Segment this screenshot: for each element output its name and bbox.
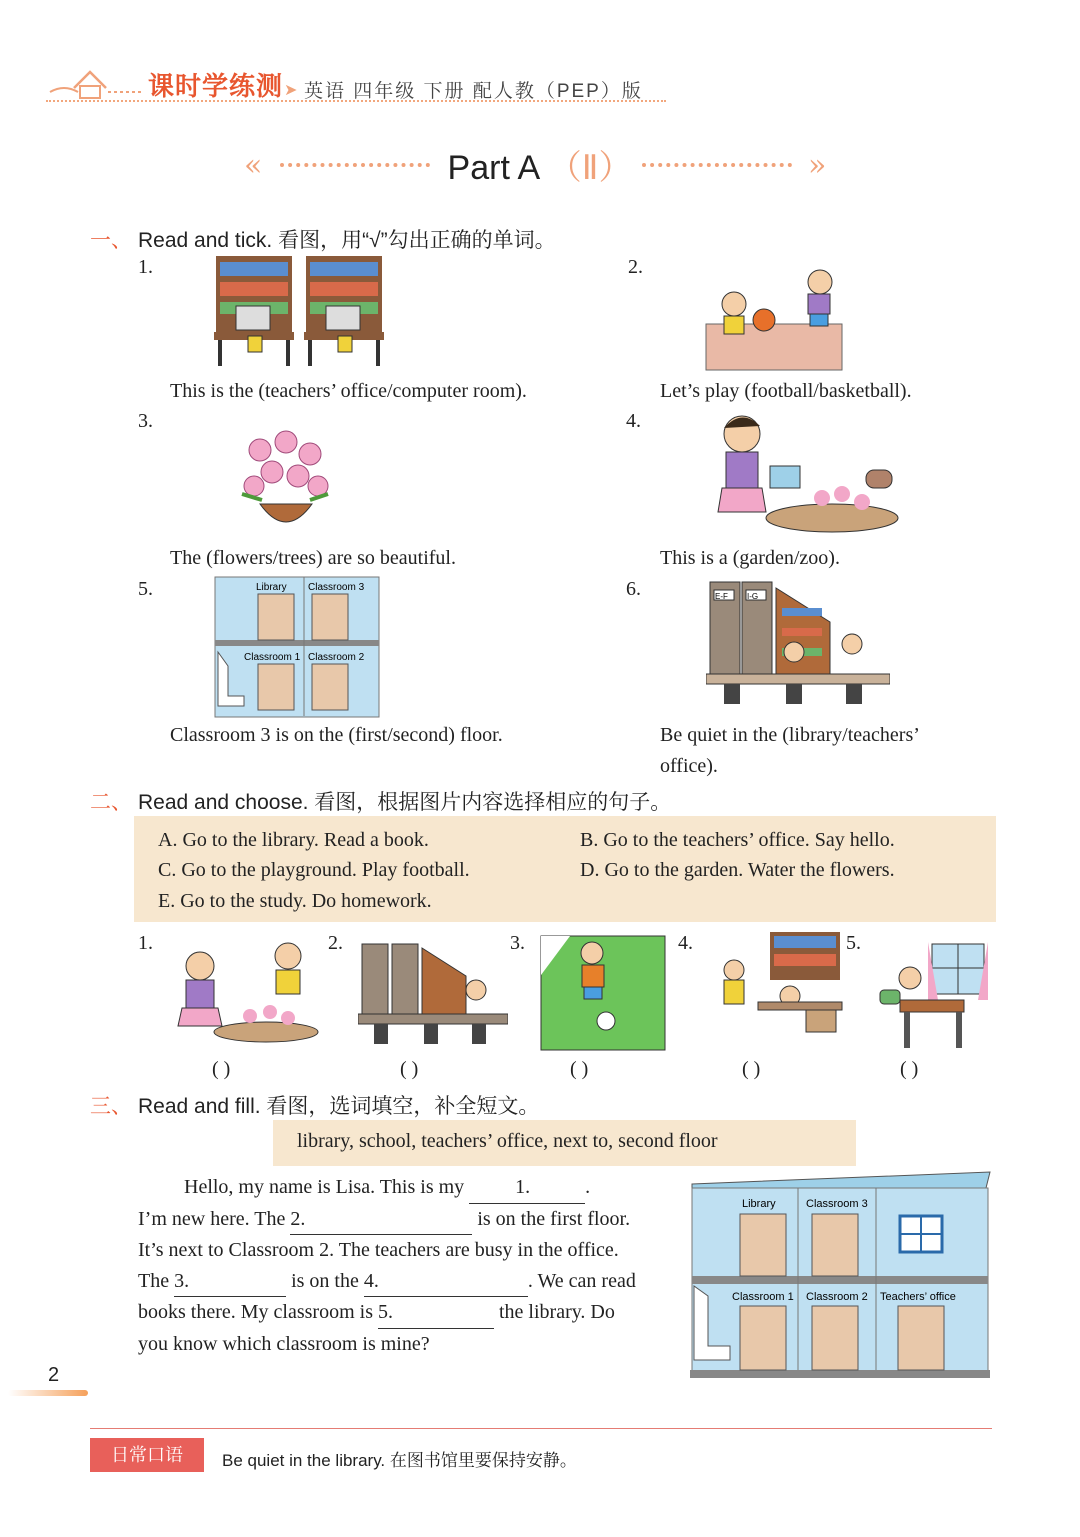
answer-paren[interactable]: ( ) [570, 1058, 589, 1080]
section2-number: 二、 [90, 791, 132, 814]
s1-item-number: 3. [138, 410, 153, 432]
teachers-office-illustration [706, 930, 846, 1034]
label-classroom3: Classroom 3 [308, 582, 365, 593]
page-number: 2 [48, 1364, 60, 1386]
brand-title: 课时学练测 [148, 71, 284, 101]
option-d: D. Go to the garden. Water the flowers. [580, 859, 895, 881]
word-bank [273, 1120, 856, 1166]
passage [138, 1172, 681, 1359]
label-classroom1: Classroom 1 [732, 1291, 794, 1303]
s1-sentence-3: The (flowers/trees) are so beautiful. [170, 547, 456, 569]
passage-line [138, 1297, 681, 1329]
option-a: A. Go to the library. Read a book. [158, 829, 429, 851]
passage-text: . [585, 1176, 591, 1198]
blank-number: 5. [377, 1301, 393, 1323]
option-c: C. Go to the playground. Play football. [158, 859, 470, 881]
passage-text: . We can read [527, 1269, 636, 1292]
blank-2[interactable] [290, 1204, 472, 1236]
library-illustration [706, 578, 890, 716]
blank-4[interactable] [364, 1266, 528, 1298]
section3-heading [90, 1090, 539, 1120]
school-building-diagram [690, 1170, 992, 1382]
passage-text: is on the first floor. [472, 1207, 631, 1230]
label-teachers-office: Teachers’ office [880, 1291, 956, 1303]
shelf-label-ef: E-F [715, 592, 728, 601]
answer-paren[interactable]: ( ) [400, 1058, 419, 1080]
blank-1[interactable] [469, 1172, 585, 1204]
section3-number: 三、 [90, 1095, 132, 1118]
s1-item-number: 1. [138, 256, 153, 278]
s2-item-number: 5. [846, 932, 861, 954]
basketball-kids-illustration [700, 262, 850, 372]
option-b: B. Go to the teachers’ office. Say hello. [580, 829, 895, 851]
label-classroom3: Classroom 3 [806, 1198, 868, 1210]
shelf-label-ig: I-G [747, 592, 759, 601]
footer-divider [90, 1428, 992, 1429]
label-classroom2: Classroom 2 [806, 1291, 868, 1303]
chevron-right-icon: » [808, 148, 827, 183]
s2-item-number: 3. [510, 932, 525, 954]
section1-number: 一、 [90, 229, 132, 252]
s2-item-number: 1. [138, 932, 153, 954]
computer-room-illustration [214, 254, 384, 368]
footer-tag: 日常口语 [90, 1438, 204, 1472]
arrow-icon: ➤ [284, 80, 298, 99]
s1-sentence-4: This is a (garden/zoo). [660, 547, 840, 569]
footer-tip: Be quiet in the library. 在图书馆里要保持安静。 [222, 1451, 577, 1470]
option-e: E. Go to the study. Do homework. [158, 890, 432, 912]
passage-text: books there. My classroom is [138, 1301, 378, 1323]
label-classroom2: Classroom 2 [308, 652, 365, 663]
answer-paren[interactable]: ( ) [900, 1058, 919, 1080]
section3-title: Read and fill. 看图，选词填空，补全短文。 [138, 1095, 540, 1118]
passage-text: is on the [286, 1269, 364, 1292]
s1-sentence-1: This is the (teachers’ office/computer room). [170, 380, 527, 402]
library-reading-illustration [358, 940, 508, 1052]
passage-line [138, 1266, 681, 1298]
s1-sentence-6: Be quiet in the (library/teachers’ [660, 724, 920, 746]
answer-paren[interactable]: ( ) [212, 1058, 231, 1080]
label-classroom1: Classroom 1 [244, 652, 301, 663]
word-bank-text: library, school, teachers’ office, next to, second floor [297, 1130, 718, 1152]
s1-item-number: 2. [628, 256, 643, 278]
part-title-roman: （Ⅱ） [547, 149, 633, 187]
chevron-left-icon: « [244, 148, 263, 183]
blank-number: 4. [363, 1269, 379, 1292]
passage-text: I’m new here. The [138, 1207, 291, 1230]
passage-line: It’s next to Classroom 2. The teachers are busy in the office. [138, 1239, 619, 1261]
garden-girl-illustration [702, 408, 902, 542]
section1-heading [90, 224, 556, 254]
blank-number: 2. [290, 1207, 306, 1230]
blank-3[interactable] [174, 1266, 286, 1298]
passage-text: the library. Do [493, 1301, 615, 1323]
section2-title: Read and choose. 看图，根据图片内容选择相应的句子。 [138, 791, 672, 814]
s1-sentence-6-cont: office). [660, 755, 718, 777]
s1-item-number: 4. [626, 410, 641, 432]
s1-sentence-2: Let’s play (football/basketball). [660, 380, 912, 402]
book-subtitle: 英语 四年级 下册 配人教（PEP）版 [304, 81, 643, 102]
s1-item-number: 5. [138, 578, 153, 600]
school-building-illustration [214, 576, 380, 718]
label-library: Library [742, 1198, 776, 1210]
flower-pot-illustration [232, 420, 338, 540]
s2-item-number: 2. [328, 932, 343, 954]
passage-text: Hello, my name is Lisa. This is my [184, 1176, 470, 1198]
blank-5[interactable] [378, 1297, 494, 1329]
passage-line [138, 1204, 681, 1236]
s2-item-number: 4. [678, 932, 693, 954]
blank-number: 3. [174, 1269, 190, 1292]
part-title [0, 140, 1080, 189]
passage-text: The [138, 1269, 175, 1292]
part-title-text: Part A [447, 149, 539, 187]
playground-football-illustration [540, 935, 666, 1051]
passage-line [138, 1172, 681, 1204]
s1-sentence-5: Classroom 3 is on the (first/second) floor. [170, 724, 503, 746]
garden-watering-illustration [170, 940, 320, 1052]
house-logo-icon [44, 62, 144, 104]
header-divider [46, 100, 666, 102]
section1-title: Read and tick. 看图，用“√”勾出正确的单词。 [138, 229, 556, 252]
study-homework-illustration [876, 940, 988, 1052]
passage-line: you know which classroom is mine? [138, 1332, 430, 1355]
section2-heading [90, 786, 671, 816]
s1-item-number: 6. [626, 578, 641, 600]
answer-paren[interactable]: ( ) [742, 1058, 761, 1080]
blank-number: 1. [515, 1176, 531, 1198]
label-library: Library [256, 582, 287, 593]
title-dots-right [642, 163, 792, 167]
page-number-bar [8, 1390, 88, 1396]
